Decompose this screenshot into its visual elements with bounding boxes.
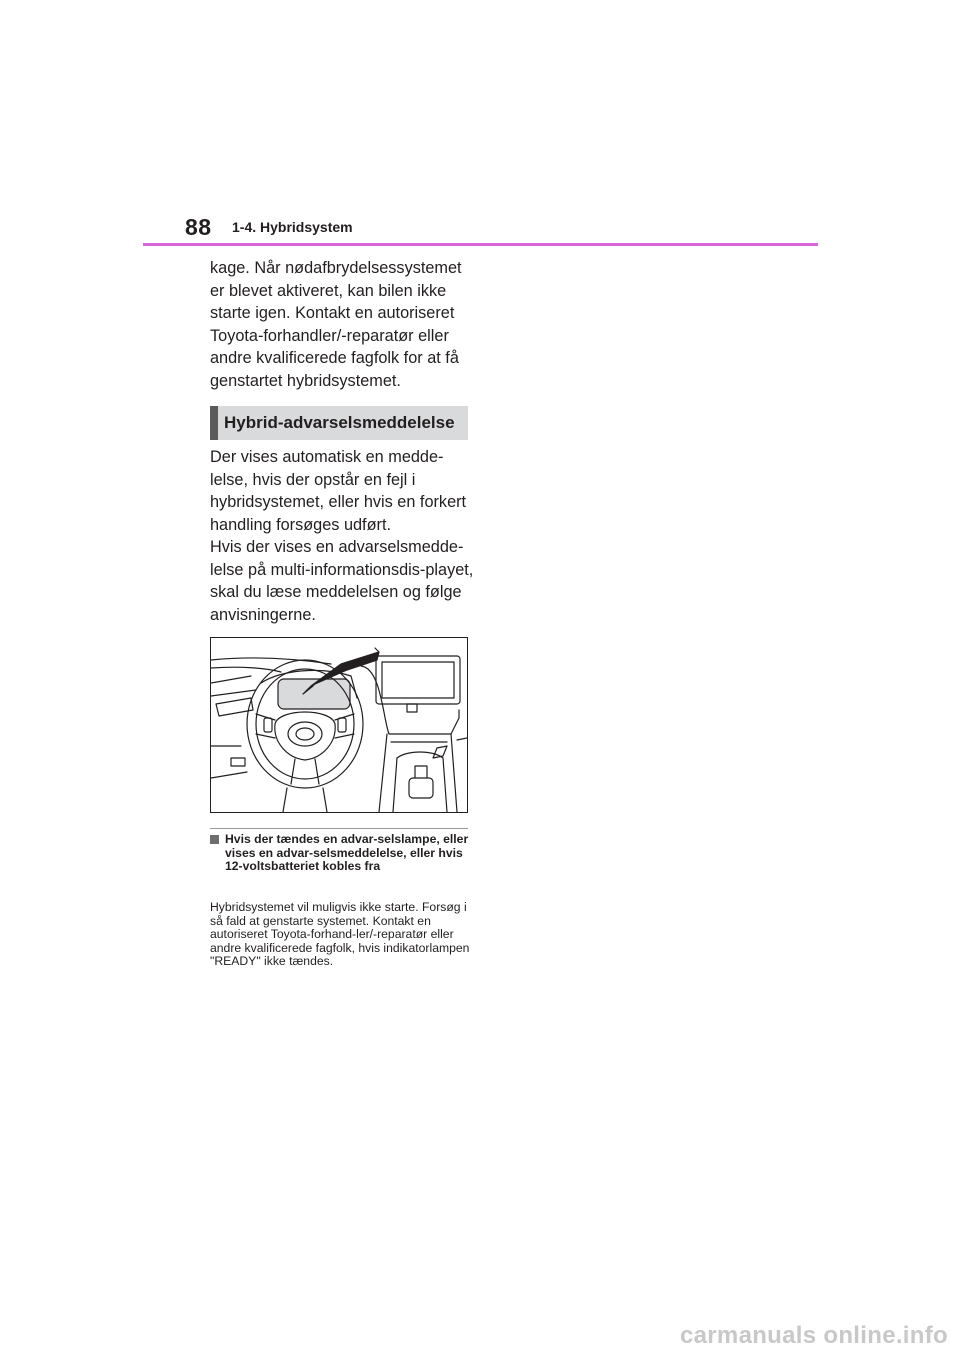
section-heading: Hybrid-advarselsmeddelelse bbox=[210, 406, 468, 440]
gear-shift bbox=[409, 778, 433, 798]
chapter-title: 1-4. Hybridsystem bbox=[232, 219, 353, 235]
steering-hub bbox=[275, 712, 335, 760]
page-number: 88 bbox=[185, 214, 212, 240]
subsection-divider bbox=[210, 828, 468, 829]
subsection-text: Hybridsystemet vil muligvis ikke starte. Forsøg i så fald at genstarte systemet. Kontakt en autoriseret Toyota-forhand-ler/-reparatør eller andre kvalificerede fagfolk, hvis indikatorlampen "READY" ikke tændes. bbox=[210, 900, 470, 969]
header-divider bbox=[143, 243, 818, 246]
body-paragraph-1: Der vises automatisk en medde-lelse, hvis der opstår en fejl i hybridsystemet, eller hvis en forkert handling forsøges udført. bbox=[210, 448, 467, 534]
watermark: carmanuals online.info bbox=[680, 1322, 948, 1349]
body-paragraph-2: Hvis der vises en advarselsmedde-lelse på multi-informationsdis-playet, skal du læse meddelelsen og følge anvisningerne. bbox=[210, 538, 474, 624]
center-display bbox=[376, 656, 460, 704]
intro-paragraph: kage. Når nødafbrydelsessystemet er blevet aktiveret, kan bilen ikke starte igen. Kontakt en autoriseret Toyota-forhandler/-reparatør eller andre kvalificerede fagfolk for at få genstartet hybridsystemet. bbox=[210, 259, 462, 390]
dashboard-illustration bbox=[210, 637, 468, 813]
subsection-heading-text: Hvis der tændes en advar-selslampe, eller vises en advar-selsmeddelelse, eller hvis 12-voltsbatteriet kobles fra bbox=[225, 832, 469, 874]
square-bullet-icon bbox=[210, 835, 219, 844]
subsection-heading bbox=[210, 833, 470, 874]
